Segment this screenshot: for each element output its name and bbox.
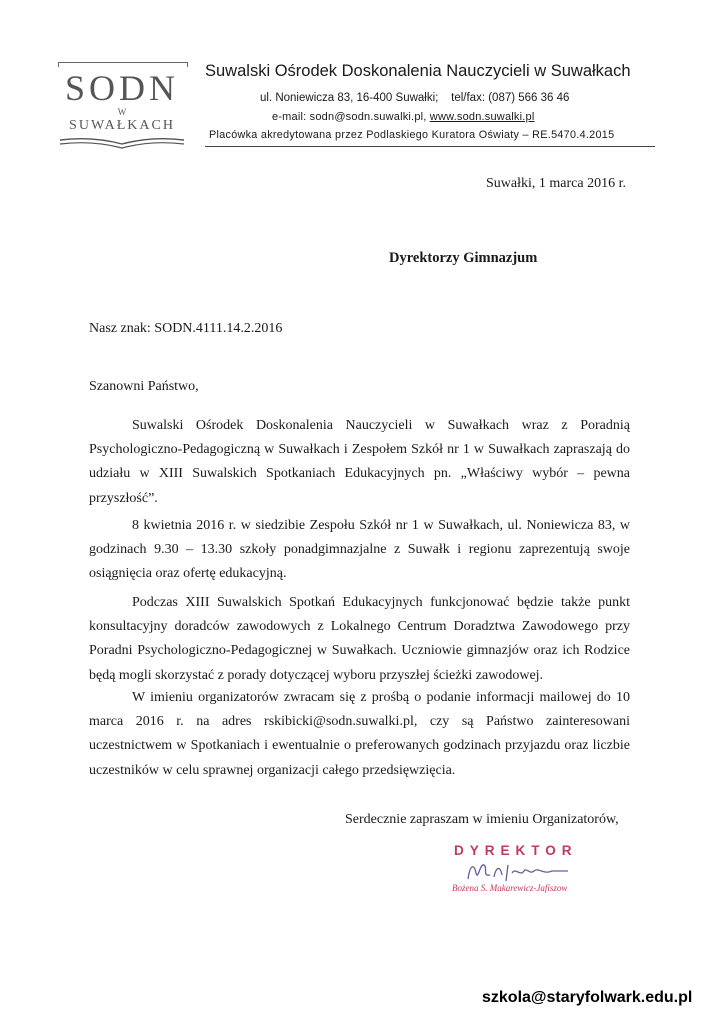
letter-paragraph-2 [89,514,630,587]
logo-w: W [117,107,127,117]
paragraph-text: Podczas XIII Suwalskich Spotkań Edukacyjnych funkcjonować będzie także punkt konsultacyjny doradców zawodowych z Lokalnego Centrum Doradztwa Zawodowego przy Poradni Psychologiczno-Pedagogicznej w Suwałkach. Uczniowie gimnazjów oraz ich Rodzice będą mogli skorzystać z porady dotyczącej wyboru przyszłej ścieżki zawodowej. [89,595,630,683]
institution-name: Suwalski Ośrodek Doskonalenia Nauczycieli w Suwałkach [205,62,631,80]
paragraph-text: W imieniu organizatorów zwracam się z prośbą o podanie informacji mailowej do 10 marca 2016 r. na adres rskibicki@sodn.suwalki.pl, czy są Państwo zainteresowani uczestnictwem w Spotkaniach i ewentualnie o preferowanych godzinach przyjazdu oraz liczbie uczestników w celu sprawnej organizacji całego przedsięwzięcia. [89,690,630,778]
institution-address: ul. Noniewicza 83, 16-400 Suwałki; [260,92,439,104]
sodn-logo [58,62,186,154]
signature-icon [464,859,574,885]
footer-email[interactable]: szkola@staryfolwark.edu.pl [482,989,693,1006]
letter-paragraph-3 [89,591,630,688]
logo-city: SUWAŁKACH [69,118,175,133]
institution-website-link[interactable]: www.sodn.suwalki.pl [429,111,535,123]
letter-reference: Nasz znak: SODN.4111.14.2.2016 [89,321,283,336]
letter-closing: Serdecznie zapraszam w imieniu Organizatorów, [345,812,619,827]
open-book-icon [58,136,186,152]
institution-address-line [260,92,569,104]
letter-date: Suwałki, 1 marca 2016 r. [486,176,626,191]
stamp-title: DYREKTOR [454,843,578,858]
logo-frame [58,62,188,67]
paragraph-text: 8 kwietnia 2016 r. w siedzibie Zespołu Szkół nr 1 w Suwałkach, ul. Noniewicza 83, w godzinach 9.30 – 13.30 szkoły ponadgimnazjalne z Suwałk i regionu zaprezentują swoje osiągnięcia oraz ofertę edukacyjną. [89,518,630,582]
letter-paragraph-4 [89,686,630,783]
letterhead-divider [205,146,655,147]
paragraph-text: Suwalski Ośrodek Doskonalenia Nauczycieli w Suwałkach wraz z Poradnią Psychologiczno-Pedagogiczną w Suwałkach i Zespołem Szkół nr 1 w Suwałkach zapraszają do udziału w XIII Suwalskich Spotkaniach Edukacyjnych pn. „Właściwy wybór – pewna przyszłość”. [89,418,630,506]
institution-email: e-mail: sodn@sodn.suwalki.pl, [272,111,427,123]
director-stamp [450,843,600,903]
institution-contact-line [272,111,534,123]
institution-phone: tel/fax: (087) 566 36 46 [451,92,570,104]
logo-name: SODN [64,68,179,108]
stamp-name: Bożena S. Makarewicz-Jafiszow [452,883,568,893]
accreditation-note: Placówka akredytowana przez Podlaskiego Kuratora Oświaty – RE.5470.4.2015 [209,129,615,141]
letter-recipient: Dyrektorzy Gimnazjum [389,250,538,266]
letter-paragraph-1 [89,414,630,511]
letter-greeting: Szanowni Państwo, [89,379,199,394]
